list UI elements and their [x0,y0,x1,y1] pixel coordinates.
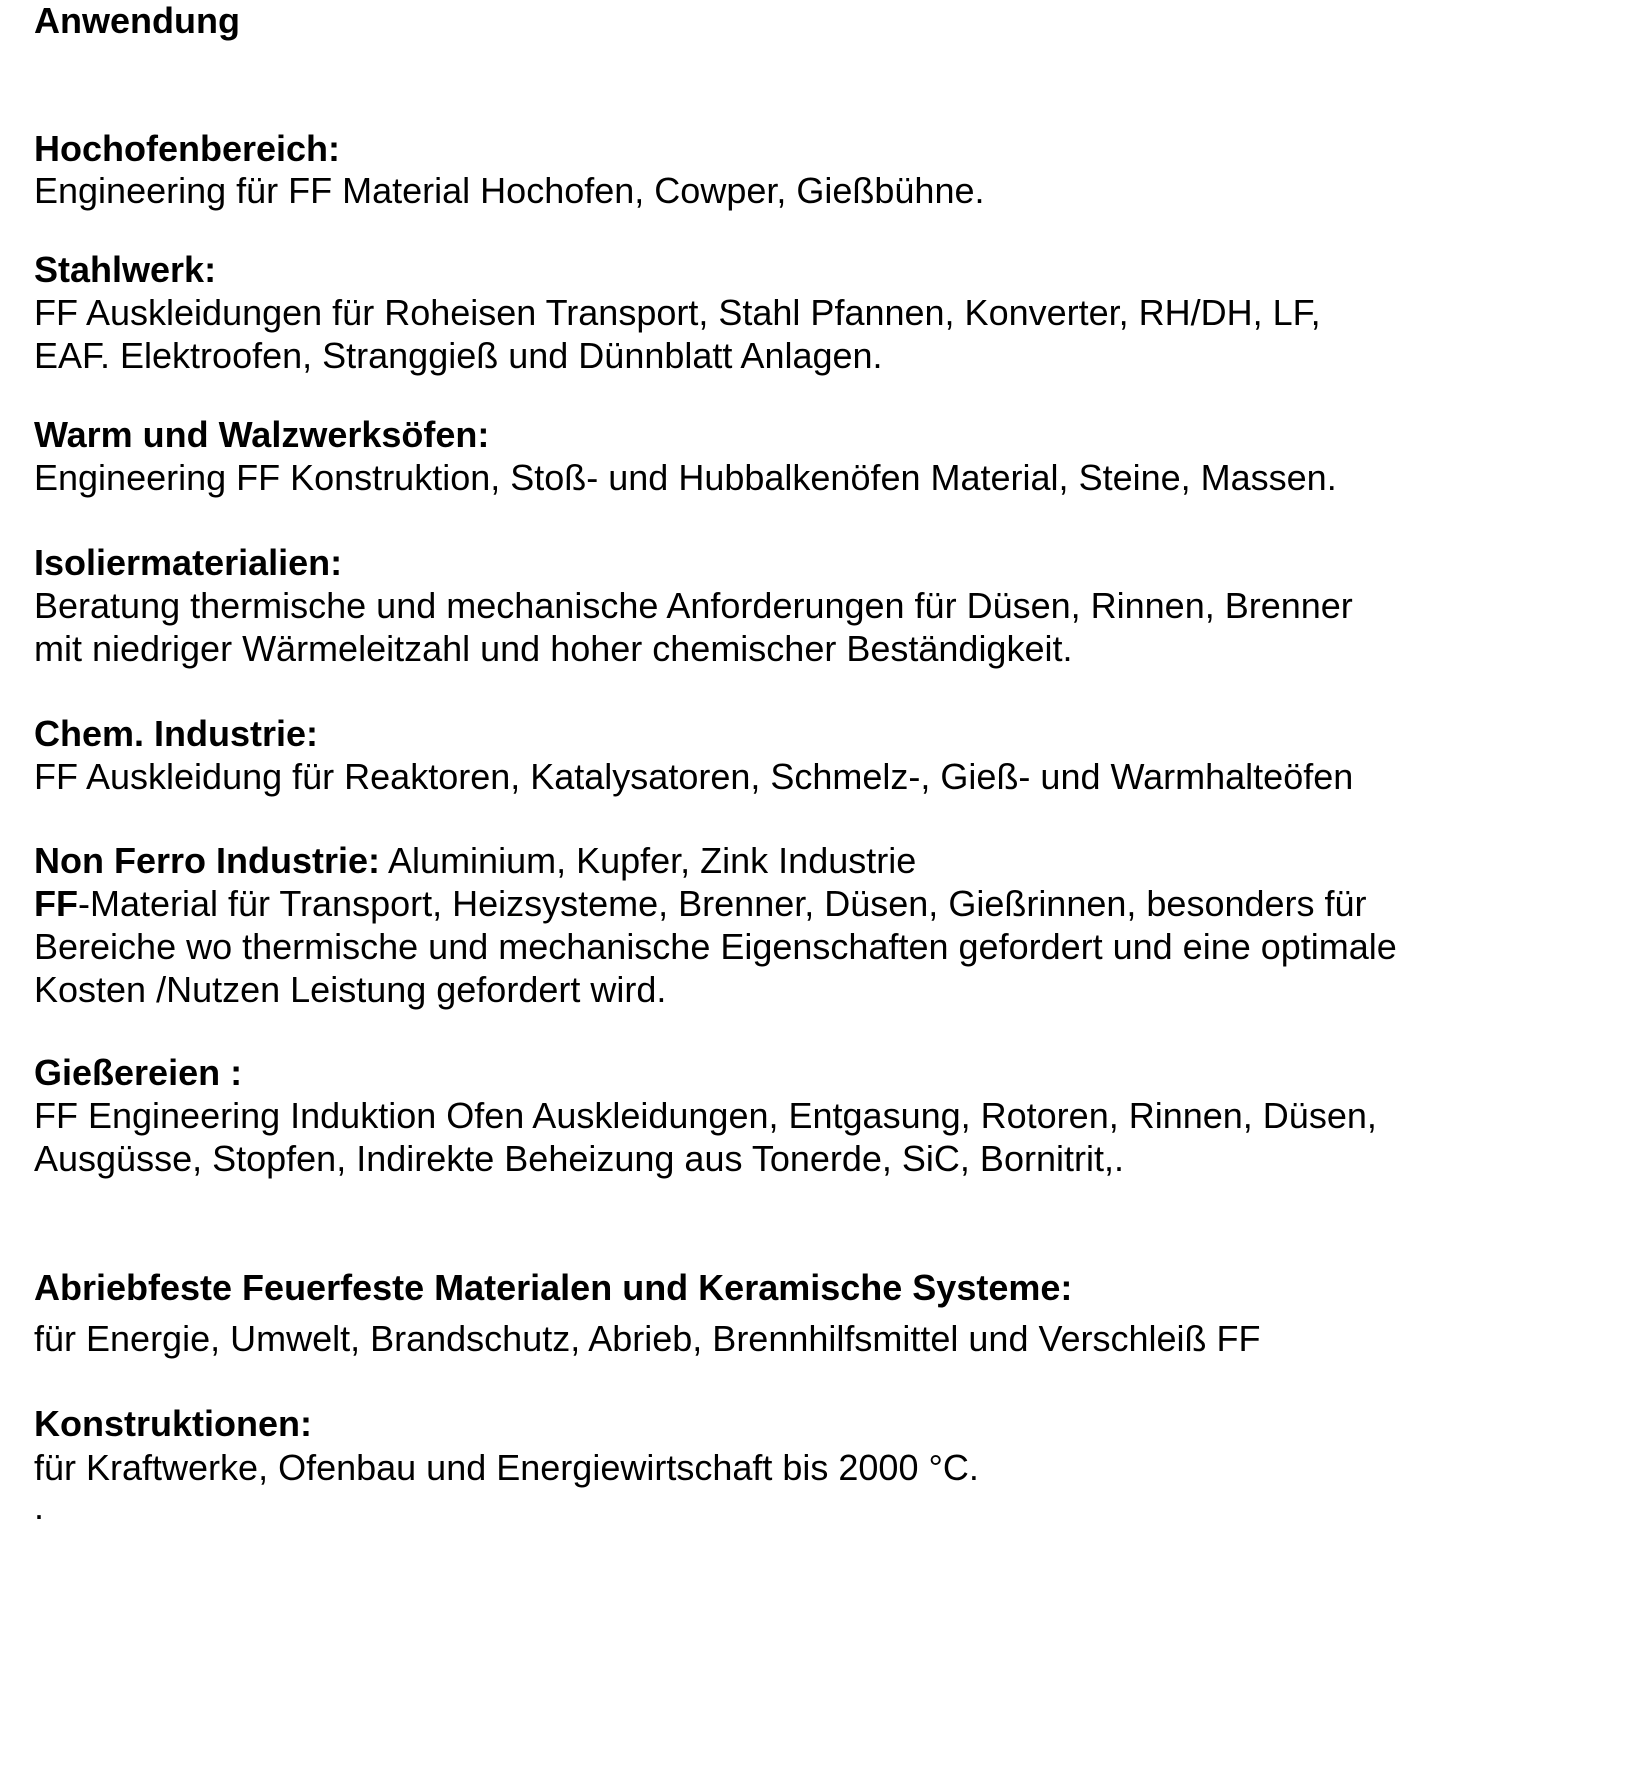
section-heading-suffix: Aluminium, Kupfer, Zink Industrie [380,840,917,881]
page-title: Anwendung [34,0,240,41]
section-heading-non-ferro: Non Ferro Industrie: [34,840,381,881]
section-heading-warm-walzwerk: Warm und Walzwerksöfen: [34,414,490,455]
section-text: Ausgüsse, Stopfen, Indirekte Beheizung aus Tonerde, SiC, Bornitrit,. [34,1138,1124,1179]
section-text: -Material für Transport, Heizsysteme, Brenner, Düsen, Gießrinnen, besonders für [77,883,1367,924]
section-text: für Energie, Umwelt, Brandschutz, Abrieb, Brennhilfsmittel und Verschleiß FF [34,1318,1261,1359]
section-text: FF Engineering Induktion Ofen Auskleidungen, Entgasung, Rotoren, Rinnen, Düsen, [34,1095,1377,1136]
section-text: Engineering FF Konstruktion, Stoß- und Hubbalkenöfen Material, Steine, Massen. [34,457,1337,498]
section-heading-isoliermaterialien: Isoliermaterialien: [34,542,343,583]
section-text: Bereiche wo thermische und mechanische Eigenschaften gefordert und eine optimale [34,926,1397,967]
trailing-dot: . [34,1486,45,1527]
section-text: FF Auskleidung für Reaktoren, Katalysatoren, Schmelz-, Gieß- und Warmhalteöfen [34,756,1354,797]
section-text: Kosten /Nutzen Leistung gefordert wird. [34,969,667,1010]
section-heading-giessereien: Gießereien : [34,1052,243,1093]
section-text: FF Auskleidungen für Roheisen Transport, Stahl Pfannen, Konverter, RH/DH, LF, [34,292,1321,333]
section-text: Engineering für FF Material Hochofen, Cowper, Gießbühne. [34,170,985,211]
section-heading-hochofen: Hochofenbereich: [34,128,341,169]
section-text: EAF. Elektroofen, Stranggieß und Dünnblatt Anlagen. [34,335,883,376]
section-heading-row-non-ferro [34,840,916,882]
section-heading-stahlwerk: Stahlwerk: [34,249,217,290]
section-text-row [34,883,1367,925]
section-text: für Kraftwerke, Ofenbau und Energiewirtschaft bis 2000 °C. [34,1447,979,1488]
section-heading-chem-industrie: Chem. Industrie: [34,713,319,754]
ff-bold-prefix: FF [34,883,78,924]
section-text: mit niedriger Wärmeleitzahl und hoher chemischer Beständigkeit. [34,628,1073,669]
section-text: Beratung thermische und mechanische Anforderungen für Düsen, Rinnen, Brenner [34,585,1353,626]
section-heading-konstruktionen: Konstruktionen: [34,1403,312,1444]
section-heading-abriebfeste: Abriebfeste Feuerfeste Materialen und Keramische Systeme: [34,1267,1073,1308]
